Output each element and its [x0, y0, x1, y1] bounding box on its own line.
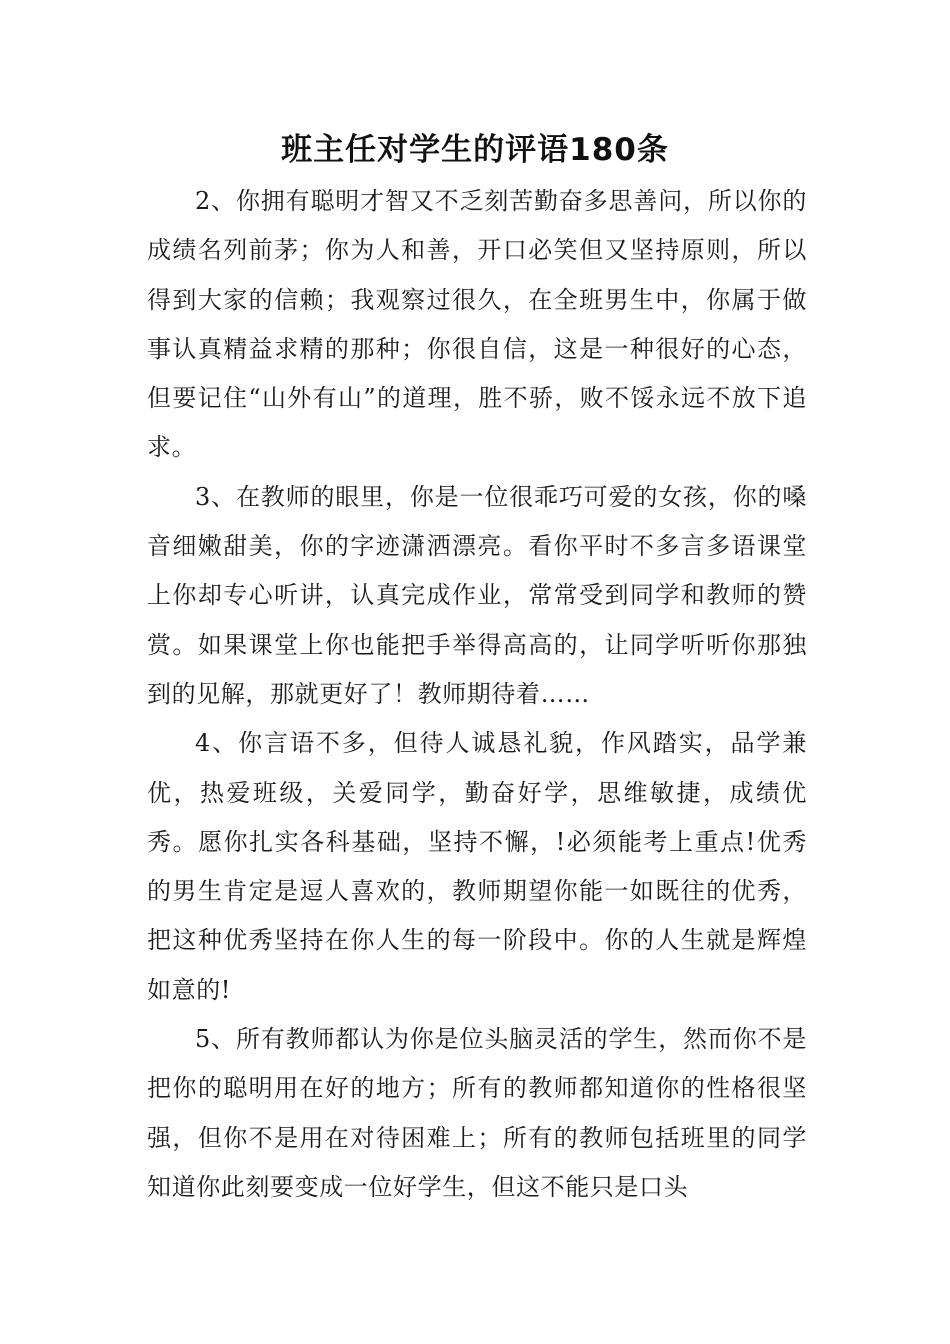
paragraph-5: 5、所有教师都认为你是位头脑灵活的学生，然而你不是把你的聪明用在好的地方；所有的教师都知道你的性格很坚强，但你不是用在对待困难上；所有的教师包括班里的同学知道你此刻要变成一位好学生，但这不能只是口头: [147, 1025, 807, 1201]
document-body: [147, 177, 807, 1212]
paragraph-2: 2、你拥有聪明才智又不乏刻苦勤奋多思善问，所以你的成绩名列前茅；你为人和善，开口必笑但又坚持原则，所以得到大家的信赖；我观察过很久，在全班男生中，你属于做事认真精益求精的那种；你很自信，这是一种很好的心态，但要记住“山外有山”的道理，胜不骄，败不馁永远不放下追求。: [147, 187, 807, 462]
paragraph-3: 3、在教师的眼里，你是一位很乖巧可爱的女孩，你的嗓音细嫩甜美，你的字迹潇洒漂亮。看你平时不多言多语课堂上你却专心听讲，认真完成作业，常常受到同学和教师的赞赏。如果课堂上你也能把手举得高高的，让同学听听你那独到的见解，那就更好了！教师期待着……: [147, 482, 807, 708]
paragraph-4: 4、你言语不多，但待人诚恳礼貌，作风踏实，品学兼优，热爱班级，关爱同学，勤奋好学，思维敏捷，成绩优秀。愿你扎实各科基础，坚持不懈，!必须能考上重点!优秀的男生肯定是逗人喜欢的，教师期望你能一如既往的优秀，把这种优秀坚持在你人生的每一阶段中。你的人生就是辉煌如意的!: [147, 729, 807, 1004]
document-title: 班主任对学生的评语180条: [281, 132, 669, 168]
